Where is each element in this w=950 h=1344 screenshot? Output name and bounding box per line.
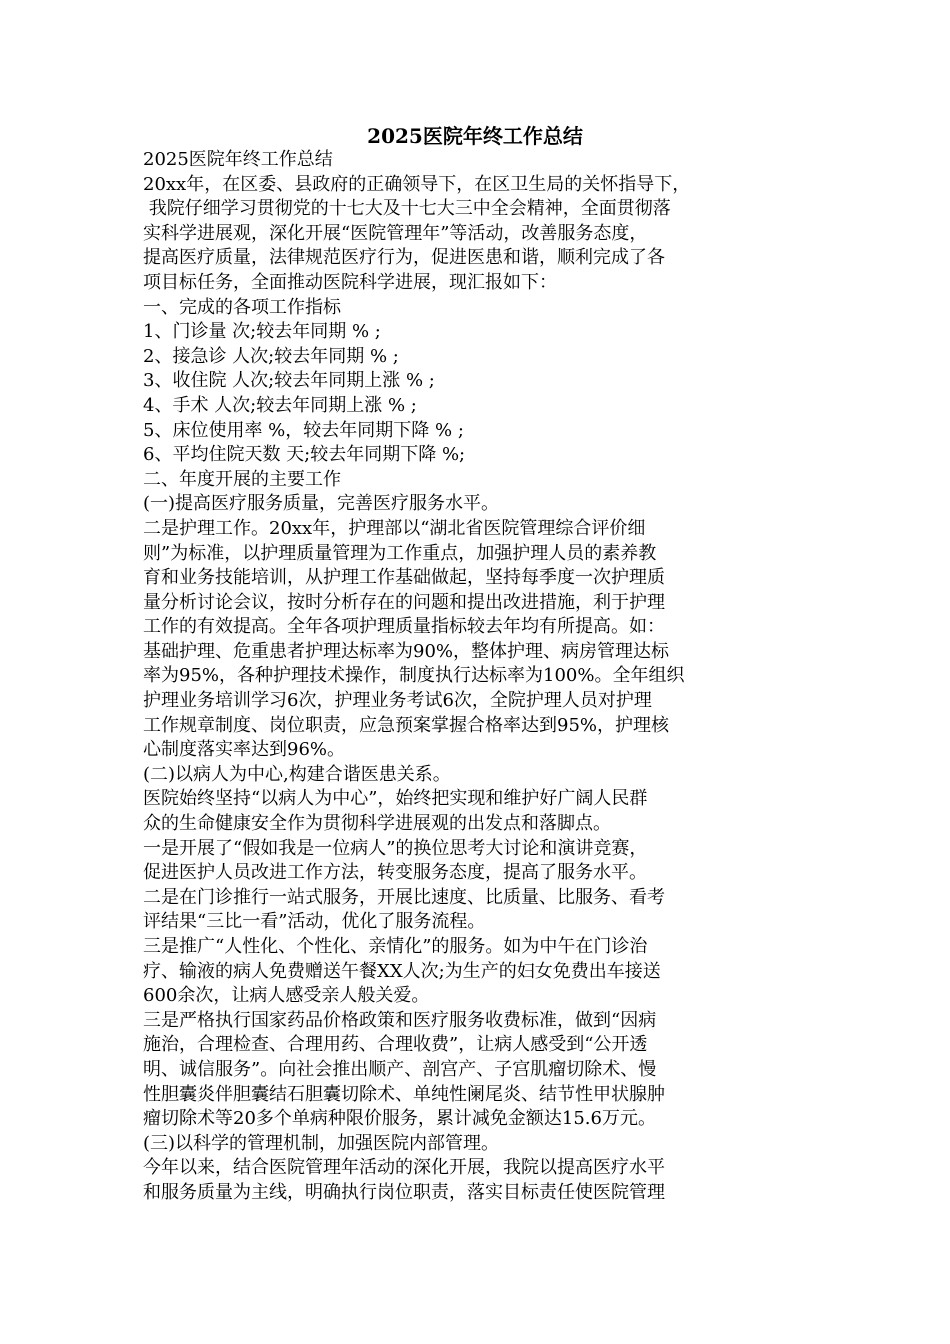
body-text-line: 护理业务培训学习6次，护理业务考试6次，全院护理人员对护理 — [143, 690, 652, 712]
document-body — [143, 148, 803, 1206]
body-text-line: 心制度落实率达到96%。 — [143, 739, 346, 761]
body-text-line: 评结果“三比一看”活动，优化了服务流程。 — [143, 911, 486, 933]
body-text-line: 实科学进展观，深化开展“医院管理年”等活动，改善服务态度， — [143, 222, 648, 244]
body-text-line: 三是严格执行国家药品价格政策和医疗服务收费标准，做到“因病 — [143, 1009, 657, 1031]
body-text-line: 二是护理工作。20xx年，护理部以“湖北省医院管理综合评价细 — [143, 517, 646, 539]
body-text-line: 促进医护人员改进工作方法，转变服务态度，提高了服务水平。 — [143, 862, 647, 884]
body-text-line: 1、门诊量 次;较去年同期 % ; — [143, 321, 381, 343]
body-text-line: 4、手术 人次;较去年同期上涨 % ; — [143, 394, 417, 416]
body-text-line: 二、年度开展的主要工作 — [143, 468, 341, 490]
body-text-line: 2、接急诊 人次;较去年同期 % ; — [143, 345, 399, 367]
body-text-line: 项目标任务，全面推动医院科学进展，现汇报如下： — [143, 271, 557, 293]
body-text-line: 二是在门诊推行一站式服务，开展比速度、比质量、比服务、看考 — [143, 886, 665, 908]
body-text-line: 工作的有效提高。全年各项护理质量指标较去年均有所提高。如： — [143, 616, 665, 638]
body-text-line: 量分析讨论会议，按时分析存在的问题和提出改进措施，利于护理 — [143, 591, 665, 613]
body-text-line: (三)以科学的管理机制，加强医院内部管理。 — [143, 1132, 500, 1154]
body-text-line: 育和业务技能培训，从护理工作基础做起，坚持每季度一次护理质 — [143, 567, 665, 589]
body-text-line: 众的生命健康安全作为贯彻科学进展观的出发点和落脚点。 — [143, 813, 611, 835]
body-text-line: 瘤切除术等20多个单病种限价服务，累计减免金额达15.6万元。 — [143, 1108, 656, 1130]
body-text-line: 我院仔细学习贯彻党的十七大及十七大三中全会精神，全面贯彻落 — [143, 198, 671, 220]
body-text-line: 和服务质量为主线，明确执行岗位职责，落实目标责任使医院管理 — [143, 1181, 665, 1203]
body-text-line: 医院始终坚持“以病人为中心”，始终把实现和维护好广阔人民群 — [143, 788, 648, 810]
body-text-line: 则”为标准，以护理质量管理为工作重点，加强护理人员的素养教 — [143, 542, 657, 564]
document-title: 2025医院年终工作总结 — [367, 124, 583, 148]
body-text-line: 2025医院年终工作总结 — [143, 149, 333, 170]
body-text-line: 性胆囊炎伴胆囊结石胆囊切除术、单纯性阑尾炎、结节性甲状腺肿 — [143, 1083, 665, 1105]
body-text-line: 疗、输液的病人免费赠送午餐XX人次;为生产的妇女免费出车接送 — [143, 960, 661, 982]
body-text-line: 600余次，让病人感受亲人般关爱。 — [143, 985, 430, 1007]
body-text-line: 6、平均住院天数 天;较去年同期下降 %; — [143, 444, 466, 466]
body-text-line: 5、床位使用率 %，较去年同期下降 % ; — [143, 419, 464, 441]
body-text-line: (二)以病人为中心,构建合谐医患关系。 — [143, 763, 451, 785]
body-text-line: 一是开展了“假如我是一位病人”的换位思考大讨论和演讲竞赛， — [143, 837, 648, 859]
body-text-line: (一)提高医疗服务质量，完善医疗服务水平。 — [143, 493, 500, 515]
body-text-line: 3、收住院 人次;较去年同期上涨 % ; — [143, 370, 435, 392]
body-text-line: 明、诚信服务”。向社会推出顺产、剖宫产、子宫肌瘤切除术、慢 — [143, 1058, 657, 1080]
body-text-line: 三是推广“人性化、个性化、亲情化”的服务。如为中午在门诊治 — [143, 936, 648, 957]
body-text-line: 一、完成的各项工作指标 — [143, 296, 341, 318]
body-text-line: 20xx年，在区委、县政府的正确领导下，在区卫生局的关怀指导下， — [143, 173, 691, 195]
body-text-line: 施治，合理检查、合理用药、合理收费”，让病人感受到“公开透 — [143, 1034, 648, 1056]
body-text-line: 工作规章制度、岗位职责，应急预案掌握合格率达到95%，护理核 — [143, 714, 670, 736]
body-text-line: 今年以来，结合医院管理年活动的深化开展，我院以提高医疗水平 — [143, 1157, 665, 1179]
body-text-line: 率为95%，各种护理技术操作，制度执行达标率为100%。全年组织 — [143, 665, 685, 687]
body-text-line: 基础护理、危重患者护理达标率为90%，整体护理、病房管理达标 — [143, 640, 670, 662]
body-text-line: 提高医疗质量，法律规范医疗行为，促进医患和谐，顺利完成了各 — [143, 247, 665, 269]
